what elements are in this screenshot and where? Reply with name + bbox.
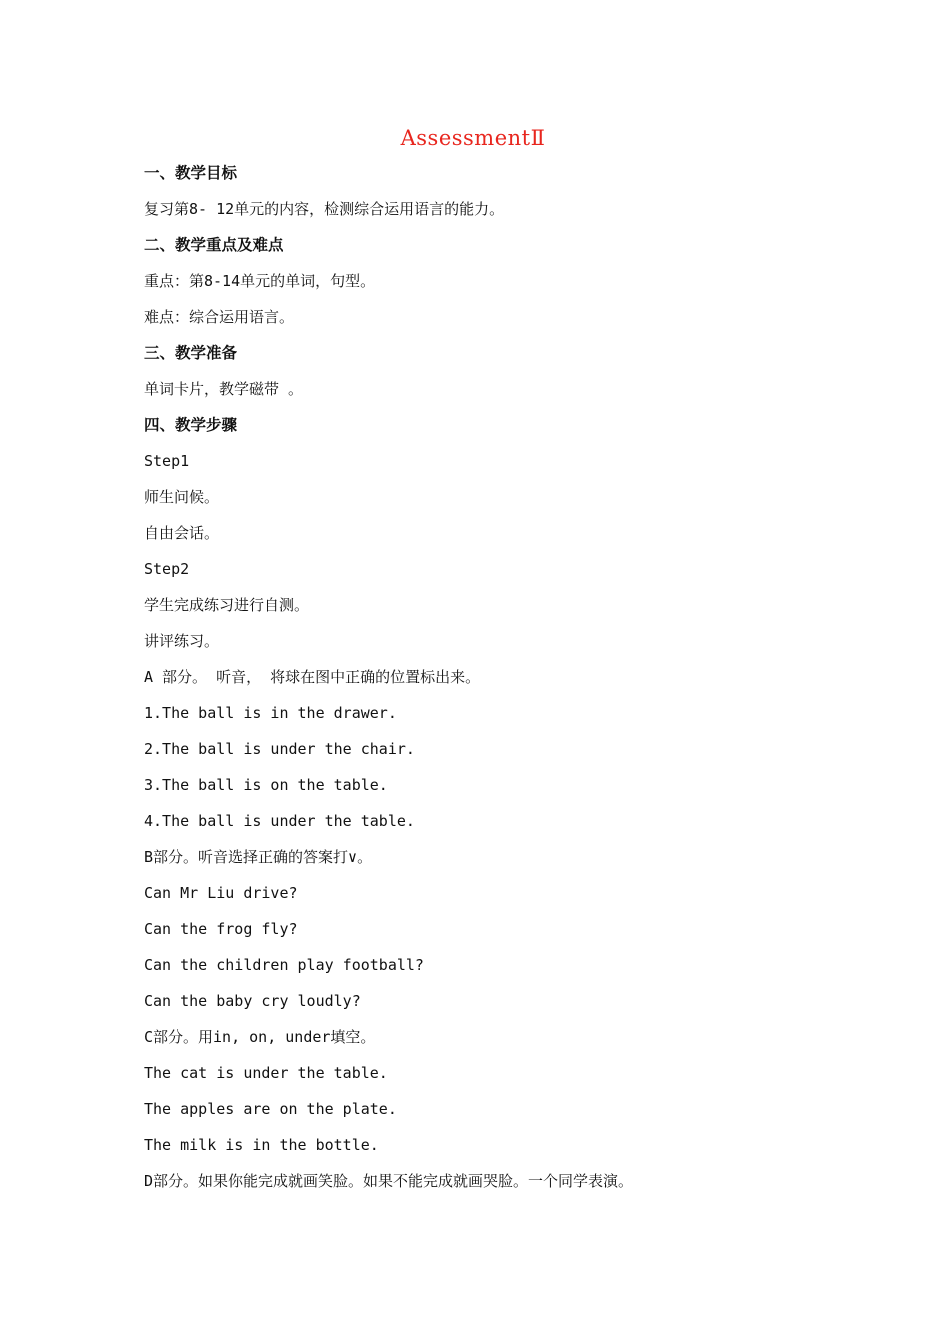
paragraph-line: 复习第8- 12单元的内容，检测综合运用语言的能力。 bbox=[144, 200, 505, 218]
paragraph-line: 讲评练习。 bbox=[144, 632, 220, 650]
paragraph-line: The apples are on the plate. bbox=[144, 1100, 397, 1118]
paragraph-line: 师生问候。 bbox=[144, 488, 220, 506]
paragraph-line: 2.The ball is under the chair. bbox=[144, 740, 415, 758]
paragraph-line: D部分。如果你能完成就画笑脸。如果不能完成就画哭脸。一个同学表演。 bbox=[144, 1172, 634, 1190]
paragraph-line: 1.The ball is in the drawer. bbox=[144, 704, 397, 722]
paragraph-line: 学生完成练习进行自测。 bbox=[144, 596, 310, 614]
paragraph-line: Can the children play football? bbox=[144, 956, 424, 974]
section-heading: 二、教学重点及难点 bbox=[144, 236, 284, 254]
paragraph-line: B部分。听音选择正确的答案打∨。 bbox=[144, 848, 373, 866]
paragraph-line: C部分。用in, on, under填空。 bbox=[144, 1028, 376, 1046]
paragraph-line: 重点：第8-14单元的单词，句型。 bbox=[144, 272, 376, 290]
section-heading: 一、教学目标 bbox=[144, 164, 238, 182]
paragraph-line: Step1 bbox=[144, 452, 190, 470]
paragraph-line: 4.The ball is under the table. bbox=[144, 812, 415, 830]
section-heading: 四、教学步骤 bbox=[144, 416, 238, 434]
paragraph-line: 自由会话。 bbox=[144, 524, 220, 542]
section-heading: 三、教学准备 bbox=[144, 344, 238, 362]
paragraph-line: Can the frog fly? bbox=[144, 920, 298, 938]
paragraph-line: 难点：综合运用语言。 bbox=[144, 308, 295, 326]
paragraph-line: 单词卡片，教学磁带 。 bbox=[144, 380, 304, 398]
paragraph-line: The cat is under the table. bbox=[144, 1064, 388, 1082]
paragraph-line: Step2 bbox=[144, 560, 190, 578]
paragraph-line: A 部分。 听音， 将球在图中正确的位置标出来。 bbox=[144, 668, 481, 686]
document-body bbox=[144, 160, 844, 1204]
paragraph-line: Can Mr Liu drive? bbox=[144, 884, 298, 902]
document-title: AssessmentⅡ bbox=[400, 126, 546, 150]
paragraph-line: The milk is in the bottle. bbox=[144, 1136, 379, 1154]
paragraph-line: Can the baby cry loudly? bbox=[144, 992, 361, 1010]
paragraph-line: 3.The ball is on the table. bbox=[144, 776, 388, 794]
